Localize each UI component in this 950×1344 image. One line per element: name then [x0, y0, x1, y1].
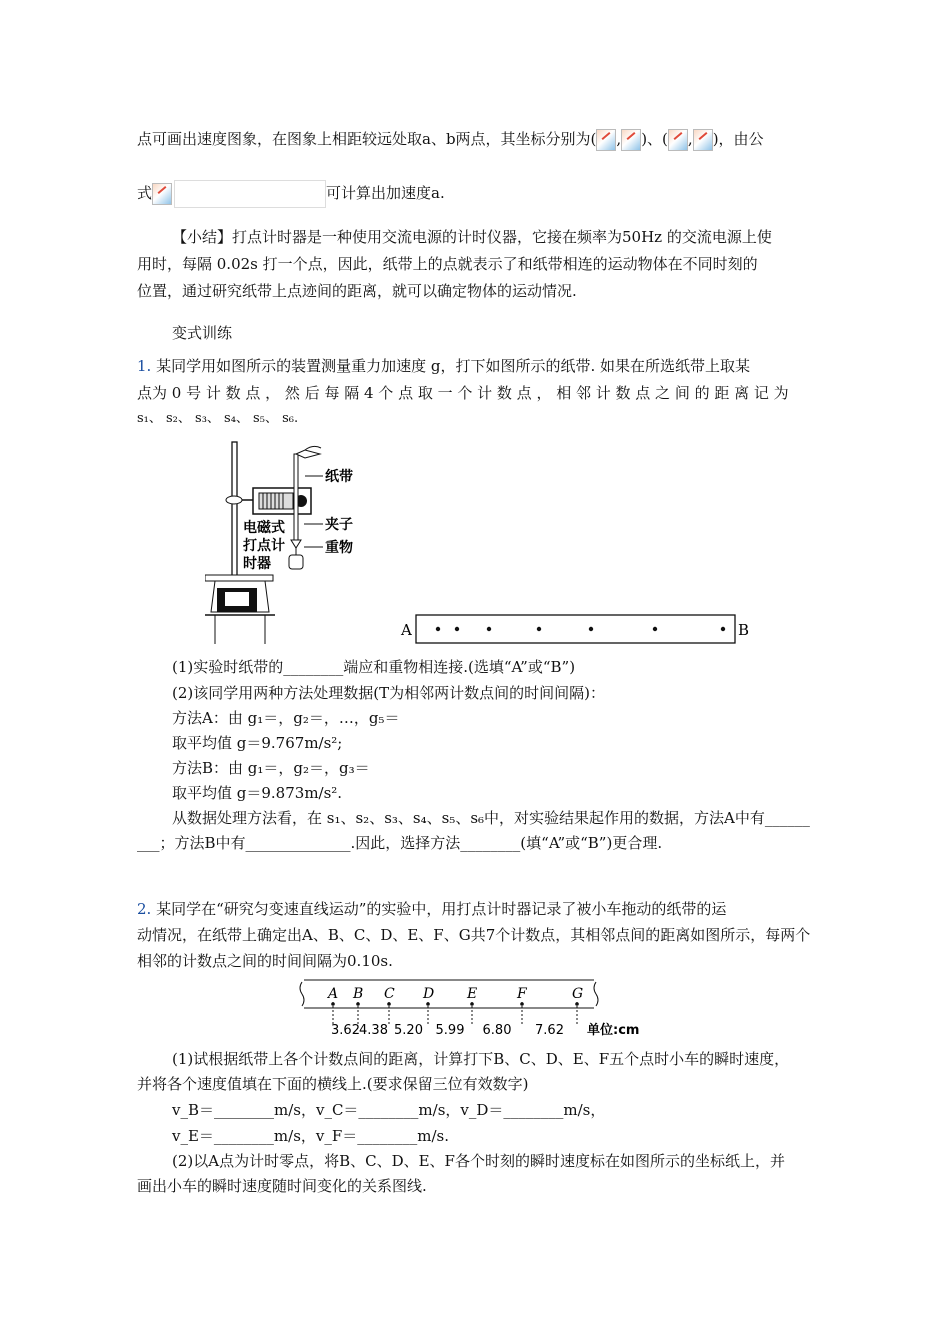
q2-number: 2.	[137, 900, 152, 918]
label-timer-3: 时器	[243, 556, 271, 572]
q2-line-2: 动情况，在纸带上确定出A、B、C、D、E、F、G共7个计数点，其相邻点间的距离如图所示，每两个	[137, 926, 811, 944]
intro-text-1: 点可画出速度图象，在图象上相距较远处取a、b两点，其坐标分别为(	[137, 130, 597, 148]
q1-avg-a: 取平均值 g＝9.767m/s²;	[172, 734, 343, 752]
summary-line-3: 位置，通过研究纸带上点迹间的距离，就可以确定物体的运动情况.	[137, 282, 577, 300]
q1-line-1	[137, 355, 750, 377]
q1-part-1: (1)实验时纸带的________端应和重物相连接.(选填“A”或“B”)	[172, 658, 576, 676]
q1-method-b: 方法B：由 g₁＝，g₂＝，g₃＝	[172, 759, 370, 777]
q2-line-1	[137, 898, 726, 920]
point-label-f: F	[517, 986, 527, 1002]
tape-end-a: A	[401, 621, 412, 639]
q2-velocity-line-2: v_E＝________m/s，v_F＝________m/s.	[172, 1127, 450, 1145]
point-dot-f	[520, 1002, 524, 1006]
distance-label: 4.38	[359, 1023, 388, 1038]
point-label-b: B	[353, 986, 364, 1002]
intro-line-2	[137, 180, 445, 208]
summary-line-2: 用时，每隔 0.02s 打一个点，因此，纸带上的点就表示了和纸带相连的运动物体在不同时刻的	[137, 255, 758, 273]
q2-part-1b: 并将各个速度值填在下面的横线上.(要求保留三位有效数字)	[137, 1075, 529, 1093]
label-weight: 重物	[325, 540, 353, 556]
q1-text-1: 某同学用如图所示的装置测量重力加速度 g，打下如图所示的纸带. 如果在所选纸带上取某	[156, 357, 751, 375]
point-dot-b	[356, 1002, 360, 1006]
formula-box	[174, 180, 326, 208]
distance-label: 7.62	[535, 1023, 564, 1038]
distance-label: 3.62	[331, 1023, 360, 1038]
point-dot-g	[575, 1002, 579, 1006]
q2-part-1a: (1)试根据纸带上各个计数点间的距离，计算打下B、C、D、E、F五个点时小车的瞬时速度，	[172, 1050, 790, 1068]
formula-image-icon	[693, 129, 713, 151]
intro-text-end: )，由公	[712, 130, 764, 148]
tape-dot	[537, 627, 541, 631]
q1-line-2: 点为 0 号 计 数 点 ， 然 后 每 隔 4 个 点 取 一 个 计 数 点 ， 相 邻 计 数 点 之 间 的 距 离 记 为	[137, 384, 789, 402]
distance-label: 5.99	[435, 1023, 465, 1038]
intro-line-1	[137, 128, 764, 151]
intro-text-2: 式	[137, 184, 153, 202]
intro-text-3: 可计算出加速度a.	[326, 184, 445, 202]
tape-end-b: B	[738, 621, 750, 639]
formula-image-icon	[621, 129, 641, 151]
point-dot-d	[426, 1002, 430, 1006]
label-tape: 纸带	[325, 469, 353, 485]
comma: ,	[616, 130, 622, 148]
q1-line-3: s₁、 s₂、 s₃、 s₄、 s₅、 s₆.	[137, 411, 299, 426]
tape-dot	[487, 627, 491, 631]
point-label-c: C	[384, 986, 395, 1002]
comma: ,	[687, 130, 693, 148]
formula-image-icon	[152, 183, 172, 205]
summary-line-1: 【小结】打点计时器是一种使用交流电源的计时仪器，它接在频率为50Hz 的交流电源上使	[172, 228, 772, 246]
q1-avg-b: 取平均值 g＝9.873m/s².	[172, 784, 343, 802]
tape-dot	[589, 627, 593, 631]
q1-analysis-1: 从数据处理方法看，在 s₁、s₂、s₃、s₄、s₅、s₆中，对实验结果起作用的数据，方法A中有______	[172, 809, 810, 827]
q2-velocity-line-1: v_B＝________m/s，v_C＝________m/s，v_D＝________m/s，	[172, 1101, 606, 1119]
apparatus-figure	[205, 440, 375, 645]
q1-analysis-2: ___；方法B中有______________.因此，选择方法________(填“A”或“B”)更合理.	[137, 834, 663, 852]
point-label-a: A	[328, 986, 339, 1002]
point-label-g: G	[572, 986, 584, 1002]
tape-figure	[398, 613, 753, 645]
q1-part-2: (2)该同学用两种方法处理数据(T为相邻两计数点间的时间间隔)：	[172, 684, 605, 702]
distance-label: 5.20	[394, 1023, 423, 1038]
unit-label: 单位:cm	[587, 1023, 640, 1038]
point-dot-c	[387, 1002, 391, 1006]
separator: )、(	[641, 130, 668, 148]
formula-image-icon	[668, 129, 688, 151]
q1-method-a: 方法A：由 g₁＝，g₂＝，…，g₅＝	[172, 709, 400, 727]
tape-dot	[653, 627, 657, 631]
point-label-e: E	[467, 986, 478, 1002]
label-clip: 夹子	[325, 517, 353, 533]
q1-number: 1.	[137, 357, 152, 375]
tape-dot	[455, 627, 459, 631]
tape-dot	[436, 627, 440, 631]
distance-label: 6.80	[482, 1023, 512, 1038]
counting-tape-figure	[296, 976, 656, 1042]
q2-line-3: 相邻的计数点之间的时间间隔为0.10s.	[137, 952, 393, 970]
q2-part-2a: (2)以A点为计时零点，将B、C、D、E、F各个时刻的瞬时速度标在如图所示的坐标纸上，并	[172, 1152, 785, 1170]
point-label-d: D	[423, 986, 435, 1002]
label-timer-1: 电磁式	[243, 520, 285, 536]
q2-part-2b: 画出小车的瞬时速度随时间变化的关系图线.	[137, 1177, 427, 1195]
point-dot-a	[331, 1002, 335, 1006]
formula-image-icon	[596, 129, 616, 151]
label-timer-2: 打点计	[243, 538, 285, 554]
q2-text-1: 某同学在“研究匀变速直线运动”的实验中，用打点计时器记录了被小车拖动的纸带的运	[156, 900, 727, 918]
tape-dot	[721, 627, 725, 631]
point-dot-e	[470, 1002, 474, 1006]
section-title: 变式训练	[172, 324, 233, 342]
